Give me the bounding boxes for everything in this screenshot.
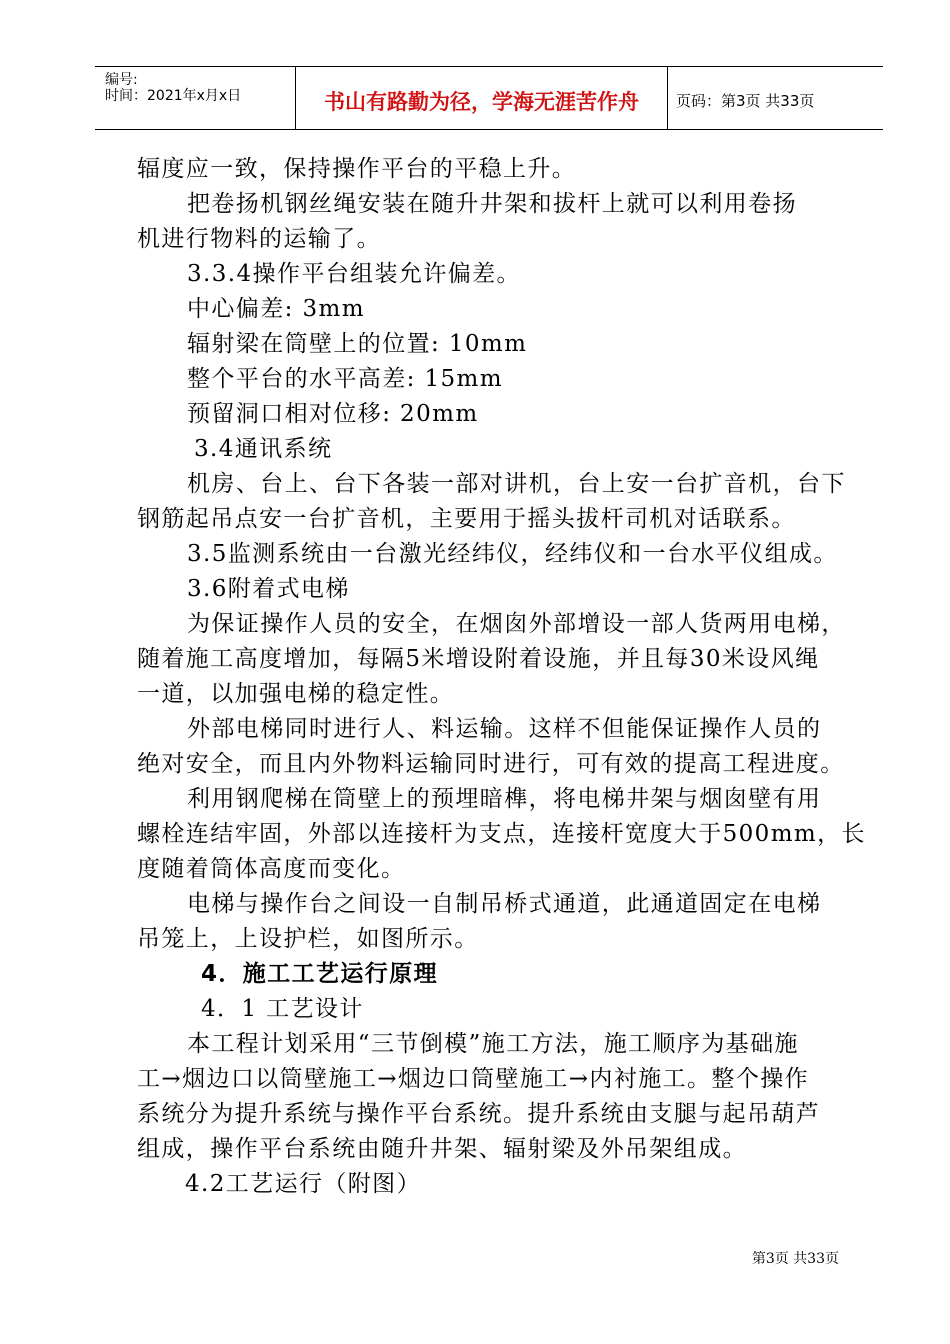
tolerance-item: 中心偏差: 3mm [187, 296, 365, 322]
document-body [137, 152, 866, 1202]
body-paragraph-line: 机进行物料的运输了。 [137, 226, 381, 252]
header-motto-cell [295, 67, 668, 129]
body-paragraph-line: 工→烟边口以筒壁施工→烟边口筒壁施工→内衬施工。整个操作 [137, 1066, 810, 1092]
body-paragraph-line: 绝对安全，而且内外物料运输同时进行，可有效的提高工程进度。 [137, 751, 845, 777]
body-paragraph-line: 机房、台上、台下各装一部对讲机，台上安一台扩音机，台下 [187, 471, 846, 497]
body-paragraph-line: 一道，以加强电梯的稳定性。 [137, 681, 455, 707]
body-paragraph-line: 钢筋起吊点安一台扩音机，主要用于摇头拔杆司机对话联系。 [137, 506, 796, 532]
tolerance-item: 预留洞口相对位移: 20mm [187, 401, 479, 427]
serial-label: 编号: [105, 72, 138, 88]
chapter-heading: 4．施工工艺运行原理 [201, 961, 439, 987]
body-paragraph-line: 系统分为提升系统与操作平台系统。提升系统由支腿与起吊葫芦 [137, 1101, 821, 1127]
header-page-cell [668, 67, 883, 129]
tolerance-item: 整个平台的水平高差: 15mm [187, 366, 503, 392]
body-paragraph-line: 电梯与操作台之间设一自制吊桥式通道，此通道固定在电梯 [187, 891, 822, 917]
header-meta-cell [95, 67, 295, 129]
body-paragraph-line: 组成，操作平台系统由随升井架、辐射梁及外吊架组成。 [137, 1136, 747, 1162]
section-heading: 3.6附着式电梯 [187, 576, 350, 602]
header-motto: 书山有路勤为径，学海无涯苦作舟 [324, 90, 639, 114]
section-heading: 3.3.4操作平台组装允许偏差。 [187, 261, 521, 287]
header-page-info: 页码：第3页 共33页 [676, 92, 815, 110]
body-paragraph-line: 外部电梯同时进行人、料运输。这样不但能保证操作人员的 [187, 716, 822, 742]
body-paragraph-line: 利用钢爬梯在筒壁上的预埋暗榫，将电梯井架与烟囱壁有用 [187, 786, 822, 812]
body-paragraph-line: 度随着筒体高度而变化。 [137, 856, 406, 882]
page-footer: 第3页 共33页 [751, 1251, 839, 1267]
body-paragraph-line: 3.5监测系统由一台激光经纬仪，经纬仪和一台水平仪组成。 [187, 541, 838, 567]
body-paragraph-line: 辐度应一致，保持操作平台的平稳上升。 [137, 156, 577, 182]
body-paragraph-line: 螺栓连结牢固，外部以连接杆为支点，连接杆宽度大于500mm，长 [137, 821, 866, 847]
page-header [95, 66, 883, 130]
tolerance-item: 辐射梁在筒壁上的位置: 10mm [187, 331, 528, 357]
section-heading: 4.2工艺运行（附图） [185, 1171, 421, 1197]
time-label: 时间：2021年x月x日 [105, 88, 242, 104]
body-paragraph-line: 本工程计划采用“三节倒模”施工方法，施工顺序为基础施 [187, 1031, 799, 1057]
body-paragraph-line: 把卷扬机钢丝绳安装在随升井架和拔杆上就可以利用卷扬 [187, 191, 797, 217]
body-paragraph-line: 随着施工高度增加，每隔5米增设附着设施，并且每30米设风绳 [137, 646, 820, 672]
section-heading: 3.4通讯系统 [194, 436, 333, 462]
section-heading: 4．1 工艺设计 [201, 996, 364, 1022]
body-paragraph-line: 为保证操作人员的安全，在烟囱外部增设一部人货两用电梯， [187, 611, 846, 637]
body-paragraph-line: 吊笼上，上设护栏，如图所示。 [137, 926, 479, 952]
